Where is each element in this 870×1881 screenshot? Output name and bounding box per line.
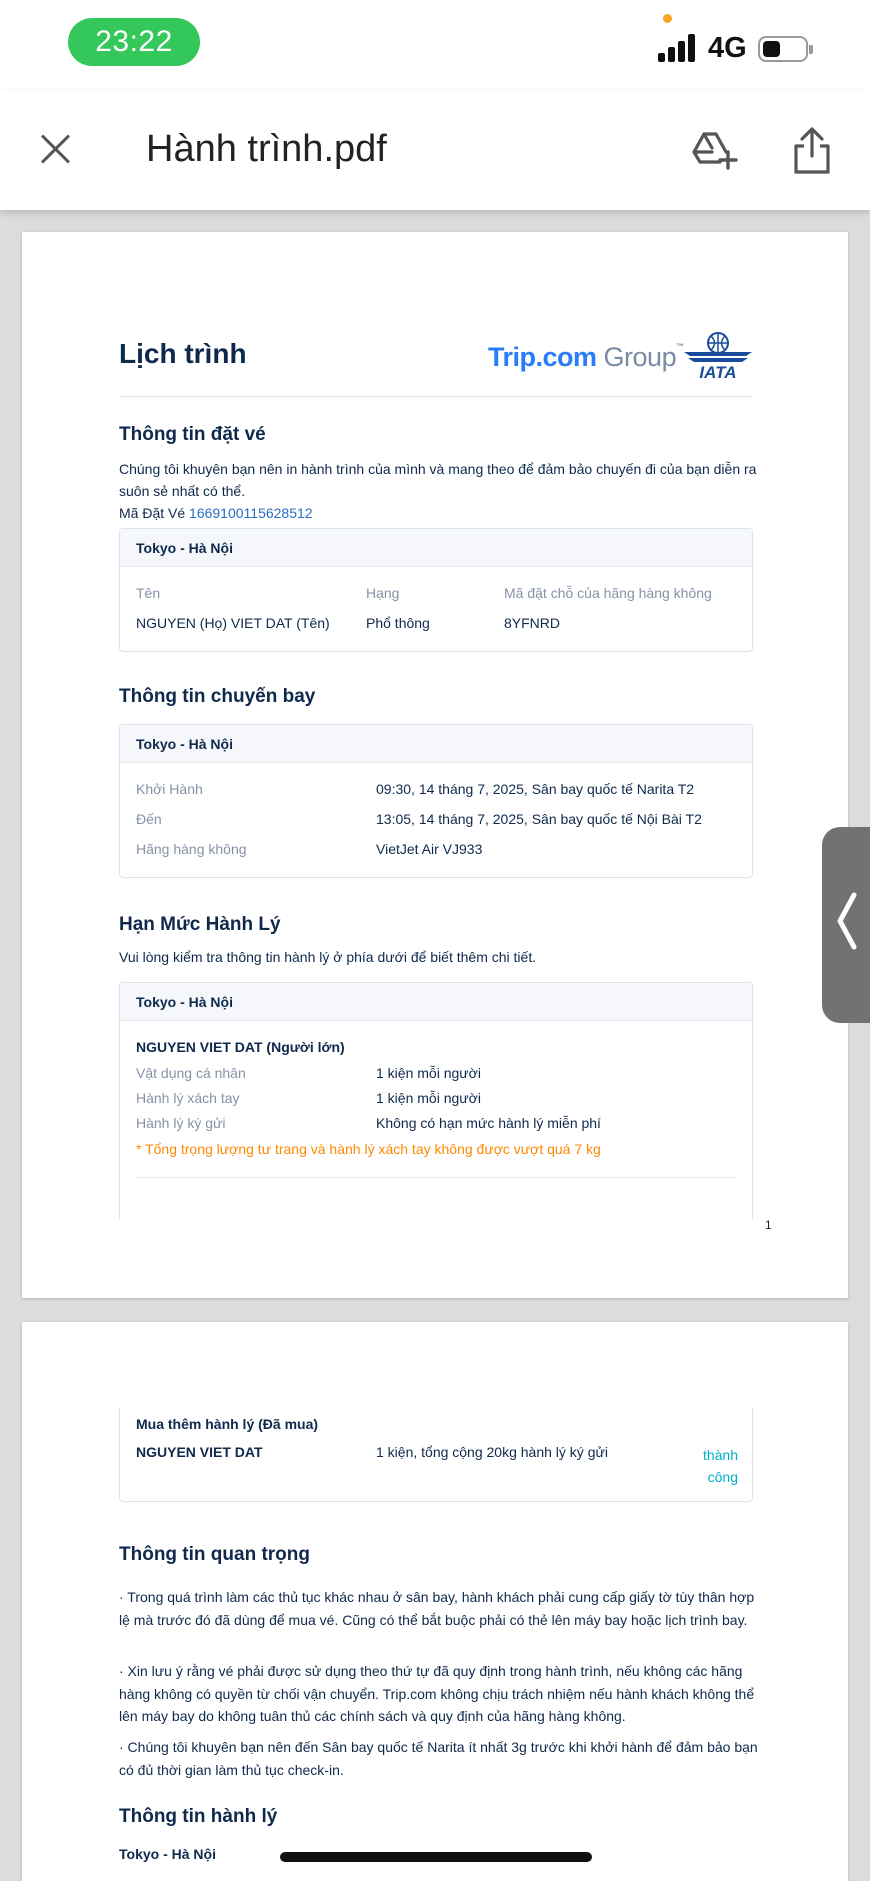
extra-baggage-card xyxy=(119,1406,753,1502)
carry-on-weight-note: * Tổng trọng lượng tư trang và hành lý xách tay không được vượt quá 7 kg xyxy=(136,1141,601,1157)
booking-code-label: Mã Đặt Vé xyxy=(119,505,186,521)
close-button[interactable] xyxy=(36,130,76,170)
logo-group: Group xyxy=(603,342,677,372)
battery-icon xyxy=(758,36,808,62)
add-to-drive-icon xyxy=(690,128,738,172)
airline-pnr: 8YFNRD xyxy=(504,615,561,631)
flight-info-title: Thông tin chuyến bay xyxy=(119,686,316,707)
baggage-card-divider xyxy=(136,1177,736,1178)
extra-baggage-status xyxy=(680,1444,738,1488)
departure-value: 09:30, 14 tháng 7, 2025, Sân bay quốc tế Narita T2 xyxy=(376,781,695,797)
booking-card xyxy=(119,528,753,652)
trip-com-group-logo xyxy=(488,342,684,373)
important-item-3: · Chúng tôi khuyên bạn nên đến Sân bay quốc tế Narita ít nhất 3g trước khi khởi hành để đảm bảo bạn có đủ thời gian làm thủ tục check-in. xyxy=(119,1739,758,1778)
baggage-card-route: Tokyo - Hà Nội xyxy=(120,983,752,1021)
important-item-2: · Xin lưu ý rằng vé phải được sử dụng theo thứ tự đã quy định trong hành trình, nếu không các hãng hàng không có quyền từ chối vận chuyển. Trip.com không chịu trách nhiệm nếu hành khách không thể lên máy bay do không tuân thủ các chính sách và quy định của hãng hàng không. xyxy=(119,1663,755,1724)
logo-trademark: ™ xyxy=(676,342,684,351)
airline-value: VietJet Air VJ933 xyxy=(376,841,483,857)
extra-baggage-detail: 1 kiện, tổng cộng 20kg hành lý ký gửi xyxy=(376,1444,608,1460)
baggage-allowance-desc: Vui lòng kiểm tra thông tin hành lý ở phía dưới để biết thêm chi tiết. xyxy=(119,949,537,965)
signal-icon xyxy=(658,34,698,62)
airline-label: Hãng hàng không xyxy=(136,841,247,857)
baggage-allowance-title: Hạn Mức Hành Lý xyxy=(119,914,281,935)
extra-baggage-passenger: NGUYEN VIET DAT xyxy=(136,1444,263,1460)
iata-logo xyxy=(682,332,754,380)
important-info-title: Thông tin quan trọng xyxy=(119,1544,311,1565)
carry-on-value: 1 kiện mỗi người xyxy=(376,1090,481,1106)
pdf-page-1 xyxy=(22,232,848,1298)
personal-item-label: Vật dụng cá nhân xyxy=(136,1065,246,1081)
booking-code-link[interactable]: 1669100115628512 xyxy=(189,505,313,521)
booking-info-title: Thông tin đặt vé xyxy=(119,424,266,445)
arrival-value: 13:05, 14 tháng 7, 2025, Sân bay quốc tế Nội Bài T2 xyxy=(376,811,702,827)
side-panel-handle[interactable] xyxy=(822,827,870,1023)
flight-card-route: Tokyo - Hà Nội xyxy=(120,725,752,763)
viewer-header xyxy=(0,90,870,210)
departure-label: Khởi Hành xyxy=(136,781,203,797)
booking-code-line xyxy=(119,502,759,524)
baggage-card xyxy=(119,982,753,1222)
chevron-left-icon xyxy=(834,891,858,951)
home-indicator[interactable] xyxy=(280,1852,592,1862)
network-type: 4G xyxy=(708,32,747,64)
status-time: 23:22 xyxy=(68,18,200,66)
passenger-class: Phổ thông xyxy=(366,615,430,631)
share-button[interactable] xyxy=(790,126,834,176)
col-pnr-label: Mã đặt chỗ của hãng hàng không xyxy=(504,585,712,601)
checked-baggage-label: Hành lý ký gửi xyxy=(136,1115,226,1131)
booking-card-route: Tokyo - Hà Nội xyxy=(120,529,752,567)
extra-baggage-title: Mua thêm hành lý (Đã mua) xyxy=(136,1416,319,1432)
iata-logo-text: IATA xyxy=(699,363,737,380)
carry-on-label: Hành lý xách tay xyxy=(136,1090,240,1106)
col-class-label: Hạng xyxy=(366,585,400,601)
pdf-page-2 xyxy=(22,1322,848,1881)
flight-card xyxy=(119,724,753,878)
page-title: Lịch trình xyxy=(119,338,247,369)
booking-info-desc: Chúng tôi khuyên bạn nên in hành trình của mình và mang theo để đảm bảo chuyến đi của bạn diễn ra suôn sẻ nhất có thể. xyxy=(119,461,757,499)
personal-item-value: 1 kiện mỗi người xyxy=(376,1065,481,1081)
status-line-2: công xyxy=(707,1469,738,1485)
document-title: Hành trình.pdf xyxy=(146,128,387,170)
page-number: 1 xyxy=(765,1218,772,1232)
status-line-1: thành xyxy=(702,1447,738,1463)
privacy-indicator-dot xyxy=(663,14,672,23)
checked-baggage-value: Không có hạn mức hành lý miễn phí xyxy=(376,1115,601,1131)
baggage-info-title: Thông tin hành lý xyxy=(119,1806,278,1827)
important-item-1: · Trong quá trình làm các thủ tục khác nhau ở sân bay, hành khách phải cung cấp giấy tờ tùy thân hợp lệ mà trước đó đã dùng để mua vé. Cũng có thể bắt buộc phải có thẻ lên máy bay hoặc lịch trình bay. xyxy=(119,1589,755,1628)
arrival-label: Đến xyxy=(136,811,162,827)
header-divider xyxy=(119,396,753,397)
add-to-drive-button[interactable] xyxy=(690,128,738,172)
passenger-name: NGUYEN (Họ) VIET DAT (Tên) xyxy=(136,615,330,631)
baggage-passenger: NGUYEN VIET DAT (Người lớn) xyxy=(136,1039,345,1055)
logo-trip: Trip.com xyxy=(488,342,597,372)
status-bar xyxy=(0,0,870,90)
baggage-info-route: Tokyo - Hà Nội xyxy=(119,1846,216,1862)
share-icon xyxy=(790,126,834,176)
col-name-label: Tên xyxy=(136,585,161,601)
